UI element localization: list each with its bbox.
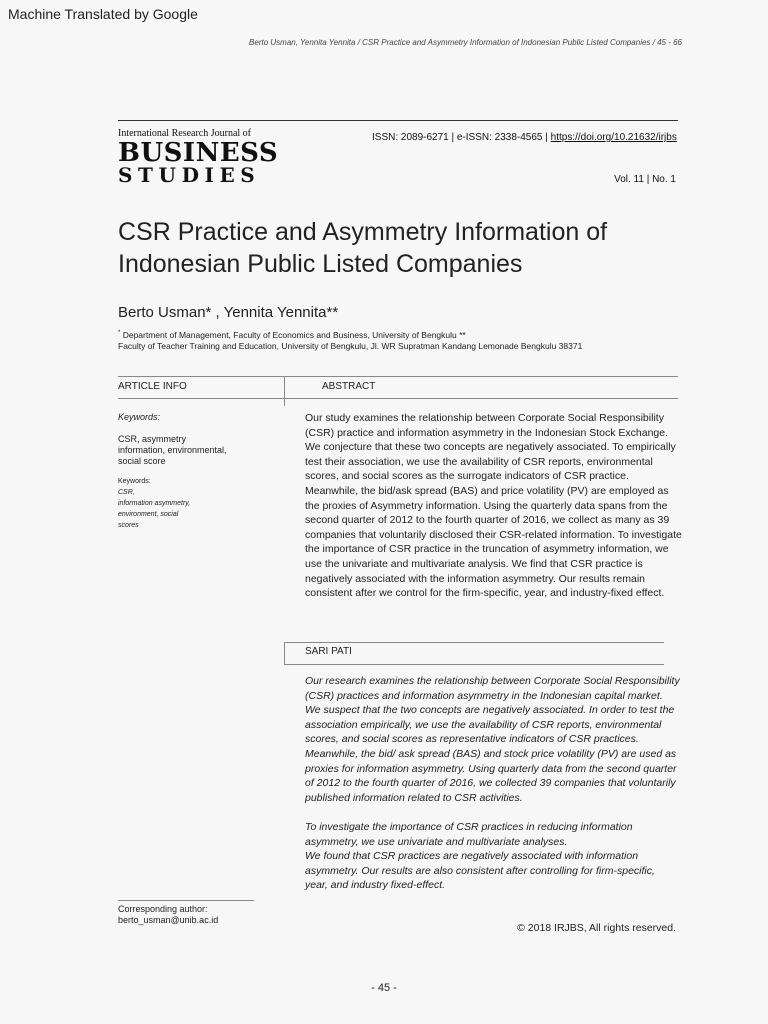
keywords-list bbox=[118, 434, 227, 467]
saripati-sentence: We found that CSR practices are negatively associated with information asymmetry. Our results are also consistent after controlling for firm-specific, year, and industry fixed-effect. bbox=[305, 850, 655, 892]
keyword-id-line: environment, social bbox=[118, 511, 179, 518]
corresponding-label: Corresponding author: bbox=[118, 904, 208, 914]
saripati-top-rule bbox=[284, 642, 664, 643]
header-rule bbox=[118, 120, 678, 121]
saripati-sentence: To investigate the importance of CSR practices in reducing information asymmetry, we use univariate and multivariate analyses. bbox=[305, 820, 633, 848]
paper-title bbox=[118, 216, 678, 280]
page-number: - 45 - bbox=[371, 982, 397, 994]
running-header: Berto Usman, Yennita Yennita / CSR Practice and Asymmetry Information of Indonesian Public Listed Companies / 45 - 66 bbox=[249, 38, 682, 47]
saripati-paragraph-2 bbox=[305, 820, 680, 893]
volume-issue: Vol. 11 | No. 1 bbox=[614, 174, 676, 185]
paper-title-line2: Indonesian Public Listed Companies bbox=[118, 250, 523, 278]
corresponding-author bbox=[118, 904, 218, 926]
saripati-paragraph-1: Our research examines the relationship between Corporate Social Responsibility (CSR) practices and information asymmetry in the Indonesian capital market. We suspect that the two concepts are negatively associated. In order to test the association empirically, we use the availability of CSR reports, environmental scores, and social scores as representative indicators of CSR practices. Meanwhile, the bid/ ask spread (BAS) and stock price volatility (PV) are used as proxies for information asymmetry. Using quarterly data from the second quarter of 2012 to the fourth quarter of 2016, we collected 39 companies that voluntarily published information related to CSR activities. bbox=[305, 675, 680, 804]
keywords-id-list bbox=[118, 487, 190, 531]
affil-line1: Department of Management, Faculty of Economics and Business, University of Bengkulu ** bbox=[122, 329, 466, 340]
journal-logo-line3: STUDIES bbox=[118, 163, 261, 187]
article-info-heading: ARTICLE INFO bbox=[118, 381, 187, 392]
keywords-id-label: Keywords: bbox=[118, 478, 151, 485]
keyword-line: information, environmental, bbox=[118, 445, 227, 455]
saripati-divider bbox=[284, 642, 285, 664]
column-divider bbox=[284, 376, 285, 406]
doi-link[interactable]: https://doi.org/10.21632/irjbs bbox=[550, 132, 677, 143]
keyword-line: social score bbox=[118, 456, 166, 466]
keywords-label: Keywords: bbox=[118, 412, 161, 422]
keyword-id-line: CSR, bbox=[118, 489, 135, 496]
info-top-rule bbox=[118, 376, 678, 377]
saripati-text bbox=[305, 674, 680, 893]
affil-line2: Faculty of Teacher Training and Education, University of Bengkulu, Jl. WR Supratman Kandang Lemonade Bengkulu 38371 bbox=[118, 340, 583, 351]
copyright: © 2018 IRJBS, All rights reserved. bbox=[517, 922, 676, 934]
affiliations bbox=[118, 328, 688, 352]
issn-text: ISSN: 2089-6271 | e-ISSN: 2338-4565 | bbox=[372, 132, 551, 143]
issn-line bbox=[372, 132, 677, 143]
corresponding-rule bbox=[118, 900, 254, 901]
machine-translated-banner: Machine Translated by Google bbox=[8, 6, 198, 22]
corresponding-email[interactable]: berto_usman@unib.ac.id bbox=[118, 915, 219, 925]
keyword-line: CSR, asymmetry bbox=[118, 434, 187, 444]
saripati-bottom-rule bbox=[284, 664, 664, 665]
paper-title-line1: CSR Practice and Asymmetry Information of bbox=[118, 218, 608, 246]
authors: Berto Usman* , Yennita Yennita** bbox=[118, 304, 339, 321]
keyword-id-line: scores bbox=[118, 522, 139, 529]
journal-logo-line2: BUSINESS bbox=[118, 138, 279, 168]
affil-mark: * bbox=[118, 330, 121, 336]
abstract-heading: ABSTRACT bbox=[322, 381, 376, 392]
journal-logo-line1: International Research Journal of bbox=[118, 128, 252, 139]
saripati-heading: SARI PATI bbox=[305, 646, 352, 657]
keyword-id-line: information asymmetry, bbox=[118, 500, 191, 507]
info-bottom-rule bbox=[118, 398, 678, 399]
abstract-text: Our study examines the relationship between Corporate Social Responsibility (CSR) practice and information asymmetry in the Indonesian Stock Exchange. We conjecture that these two concepts are negatively associated. To empirically test their association, we use the availability of CSR reports, environmental scores, and social scores as the surrogate indicators of CSR practice. Meanwhile, the bid/ask spread (BAS) and price volatility (PV) are employed as the proxies of Asymmetry information. Using the quarterly data spans from the second quarter of 2012 to the fourth quarter of 2016, we collect as many as 39 companies that voluntarily disclosed their CSR-related information. To investigate the importance of CSR practice in the truncation of asymmetry information, we use the univariate and multivariate analysis. We find that CSR practice is negatively associated with the information asymmetry. Our results remain consistent after we control for the firm-specific, year, and industry-fixed effect. bbox=[305, 412, 682, 600]
